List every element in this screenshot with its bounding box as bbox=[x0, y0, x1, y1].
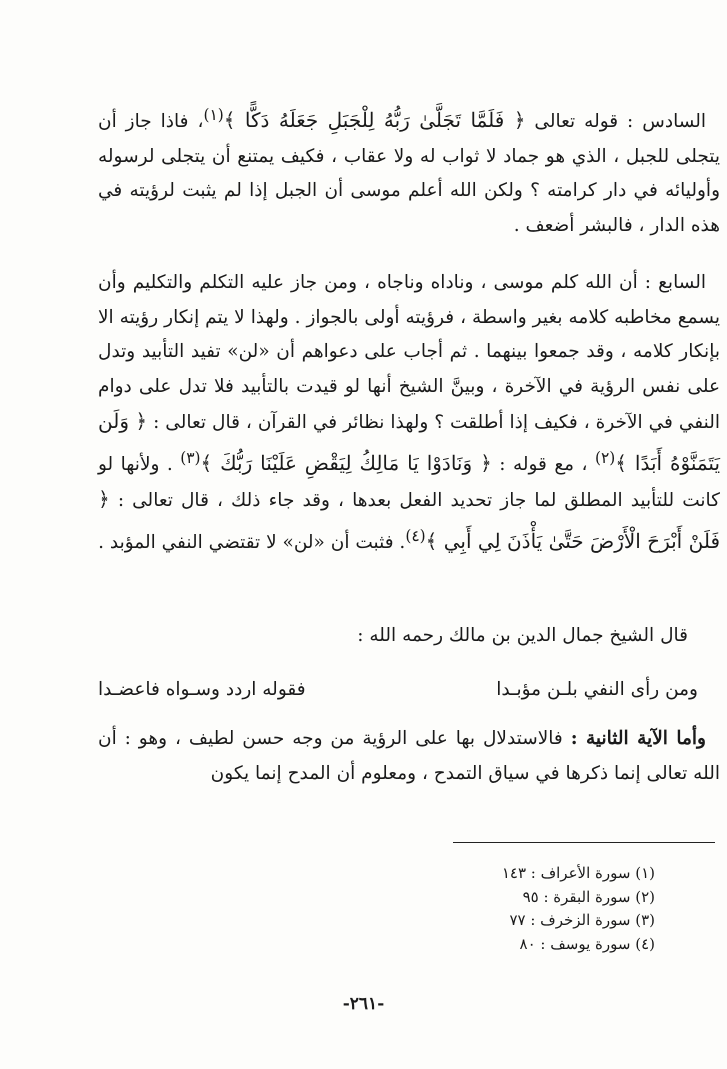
paragraph-lead: وأما الآية الثانية : bbox=[570, 728, 706, 749]
quran-quote: ﴿ فَلَمَّا تَجَلَّىٰ رَبُّهُ لِلْجَبَلِ جَعَلَهُ دَكًّا ﴾ bbox=[223, 108, 526, 133]
poem-verse bbox=[98, 674, 698, 706]
paragraph-text: . ولأنها لو كانت للتأبيد المطلق لما جاز تحديد الفعل بعدها ، وقد جاء ذلك ، قال تعالى : bbox=[98, 453, 720, 512]
footnote-ref: (٤) bbox=[405, 526, 426, 545]
paragraph-sixth bbox=[98, 98, 720, 243]
footnote-ref: (٢) bbox=[594, 448, 616, 467]
footnote-item: (٤) سورة يوسف : ٨٠ bbox=[519, 934, 655, 953]
paragraph-second-verse bbox=[98, 722, 720, 791]
paragraph-text: . فثبت أن «لن» لا تقتضي النفي المؤبد . bbox=[98, 531, 406, 553]
poem-hemistich-first: ومن رأى النفي بلـن مؤبـدا bbox=[496, 679, 698, 700]
page-number: -٢٦١- bbox=[342, 994, 385, 1014]
poem-intro: قال الشيخ جمال الدين بن مالك رحمه الله : bbox=[357, 625, 688, 646]
paragraph-lead: السادس : قوله تعالى bbox=[534, 111, 706, 133]
footnote-item: (٣) سورة الزخرف : ٧٧ bbox=[509, 911, 655, 929]
paragraph-text: السابع : أن الله كلم موسى ، وناداه وناجاه ، ومن جاز عليه التكلم والتكليم وأن يسمع مخاطبه كلامه بغير واسطة ، فرؤيته أولى بالجواز . ولهذا لا يتم إنكار رؤيته الا بإنكار كلامه ، وقد جمعوا بينهما . ثم أجاب على دعواهم أن «لن» تفيد التأبيد وتدل على نفس الرؤية في الآخرة ، وبينَّ الشيخ أنها لو قيدت بالتأبيد فلا تدل على دوام النفي في الآخرة ، فكيف إذا أطلقت ؟ ولهذا نظائر في القرآن ، قال تعالى : bbox=[98, 272, 720, 433]
paragraph-text: فالاستدلال بها على الرؤية من وجه حسن لطيف ، وهو : أن الله تعالى إنما ذكرها في سياق التمدح ، ومعلوم أن المدح إنما يكون bbox=[98, 728, 720, 784]
quran-quote: ﴿ فَلَنْ أَبْرَحَ الْأَرْضَ حَتَّىٰ يَأْذَنَ لِي أَبِي ﴾ bbox=[98, 487, 720, 553]
paragraph-text: ، مع قوله : bbox=[499, 453, 588, 475]
footnote-item: (١) سورة الأعراف : ١٤٣ bbox=[501, 864, 655, 882]
paragraph-seventh bbox=[98, 266, 720, 560]
footnotes bbox=[380, 862, 655, 956]
footnote-item: (٢) سورة البقرة : ٩٥ bbox=[522, 887, 655, 906]
paragraph-text: ، فاذا جاز أن يتجلى للجبل ، الذي هو جماد لا ثواب له ولا عقاب ، فكيف يمتنع أن يتجلى لرسوله وأوليائه في دار كرامته ؟ ولكن الله أعلم موسى أن الجبل إذا لم يثبت لرؤيته في هذه الدار ، فالبشر أضعف . bbox=[98, 111, 720, 236]
footnote-ref: (٣) bbox=[180, 448, 201, 467]
footnote-divider bbox=[453, 842, 715, 843]
poem-hemistich-second: فقوله اردد وسـواه فاعضـدا bbox=[98, 679, 306, 700]
quran-quote: ﴿ وَلَن يَتَمَنَّوْهُ أَبَدًا ﴾ bbox=[98, 409, 721, 475]
quran-quote: ﴿ وَنَادَوْا يَا مَالِكُ لِيَقْضِ عَلَيْنَا رَبُّكَ ﴾ bbox=[200, 450, 492, 475]
footnote-ref: (١) bbox=[203, 106, 224, 124]
